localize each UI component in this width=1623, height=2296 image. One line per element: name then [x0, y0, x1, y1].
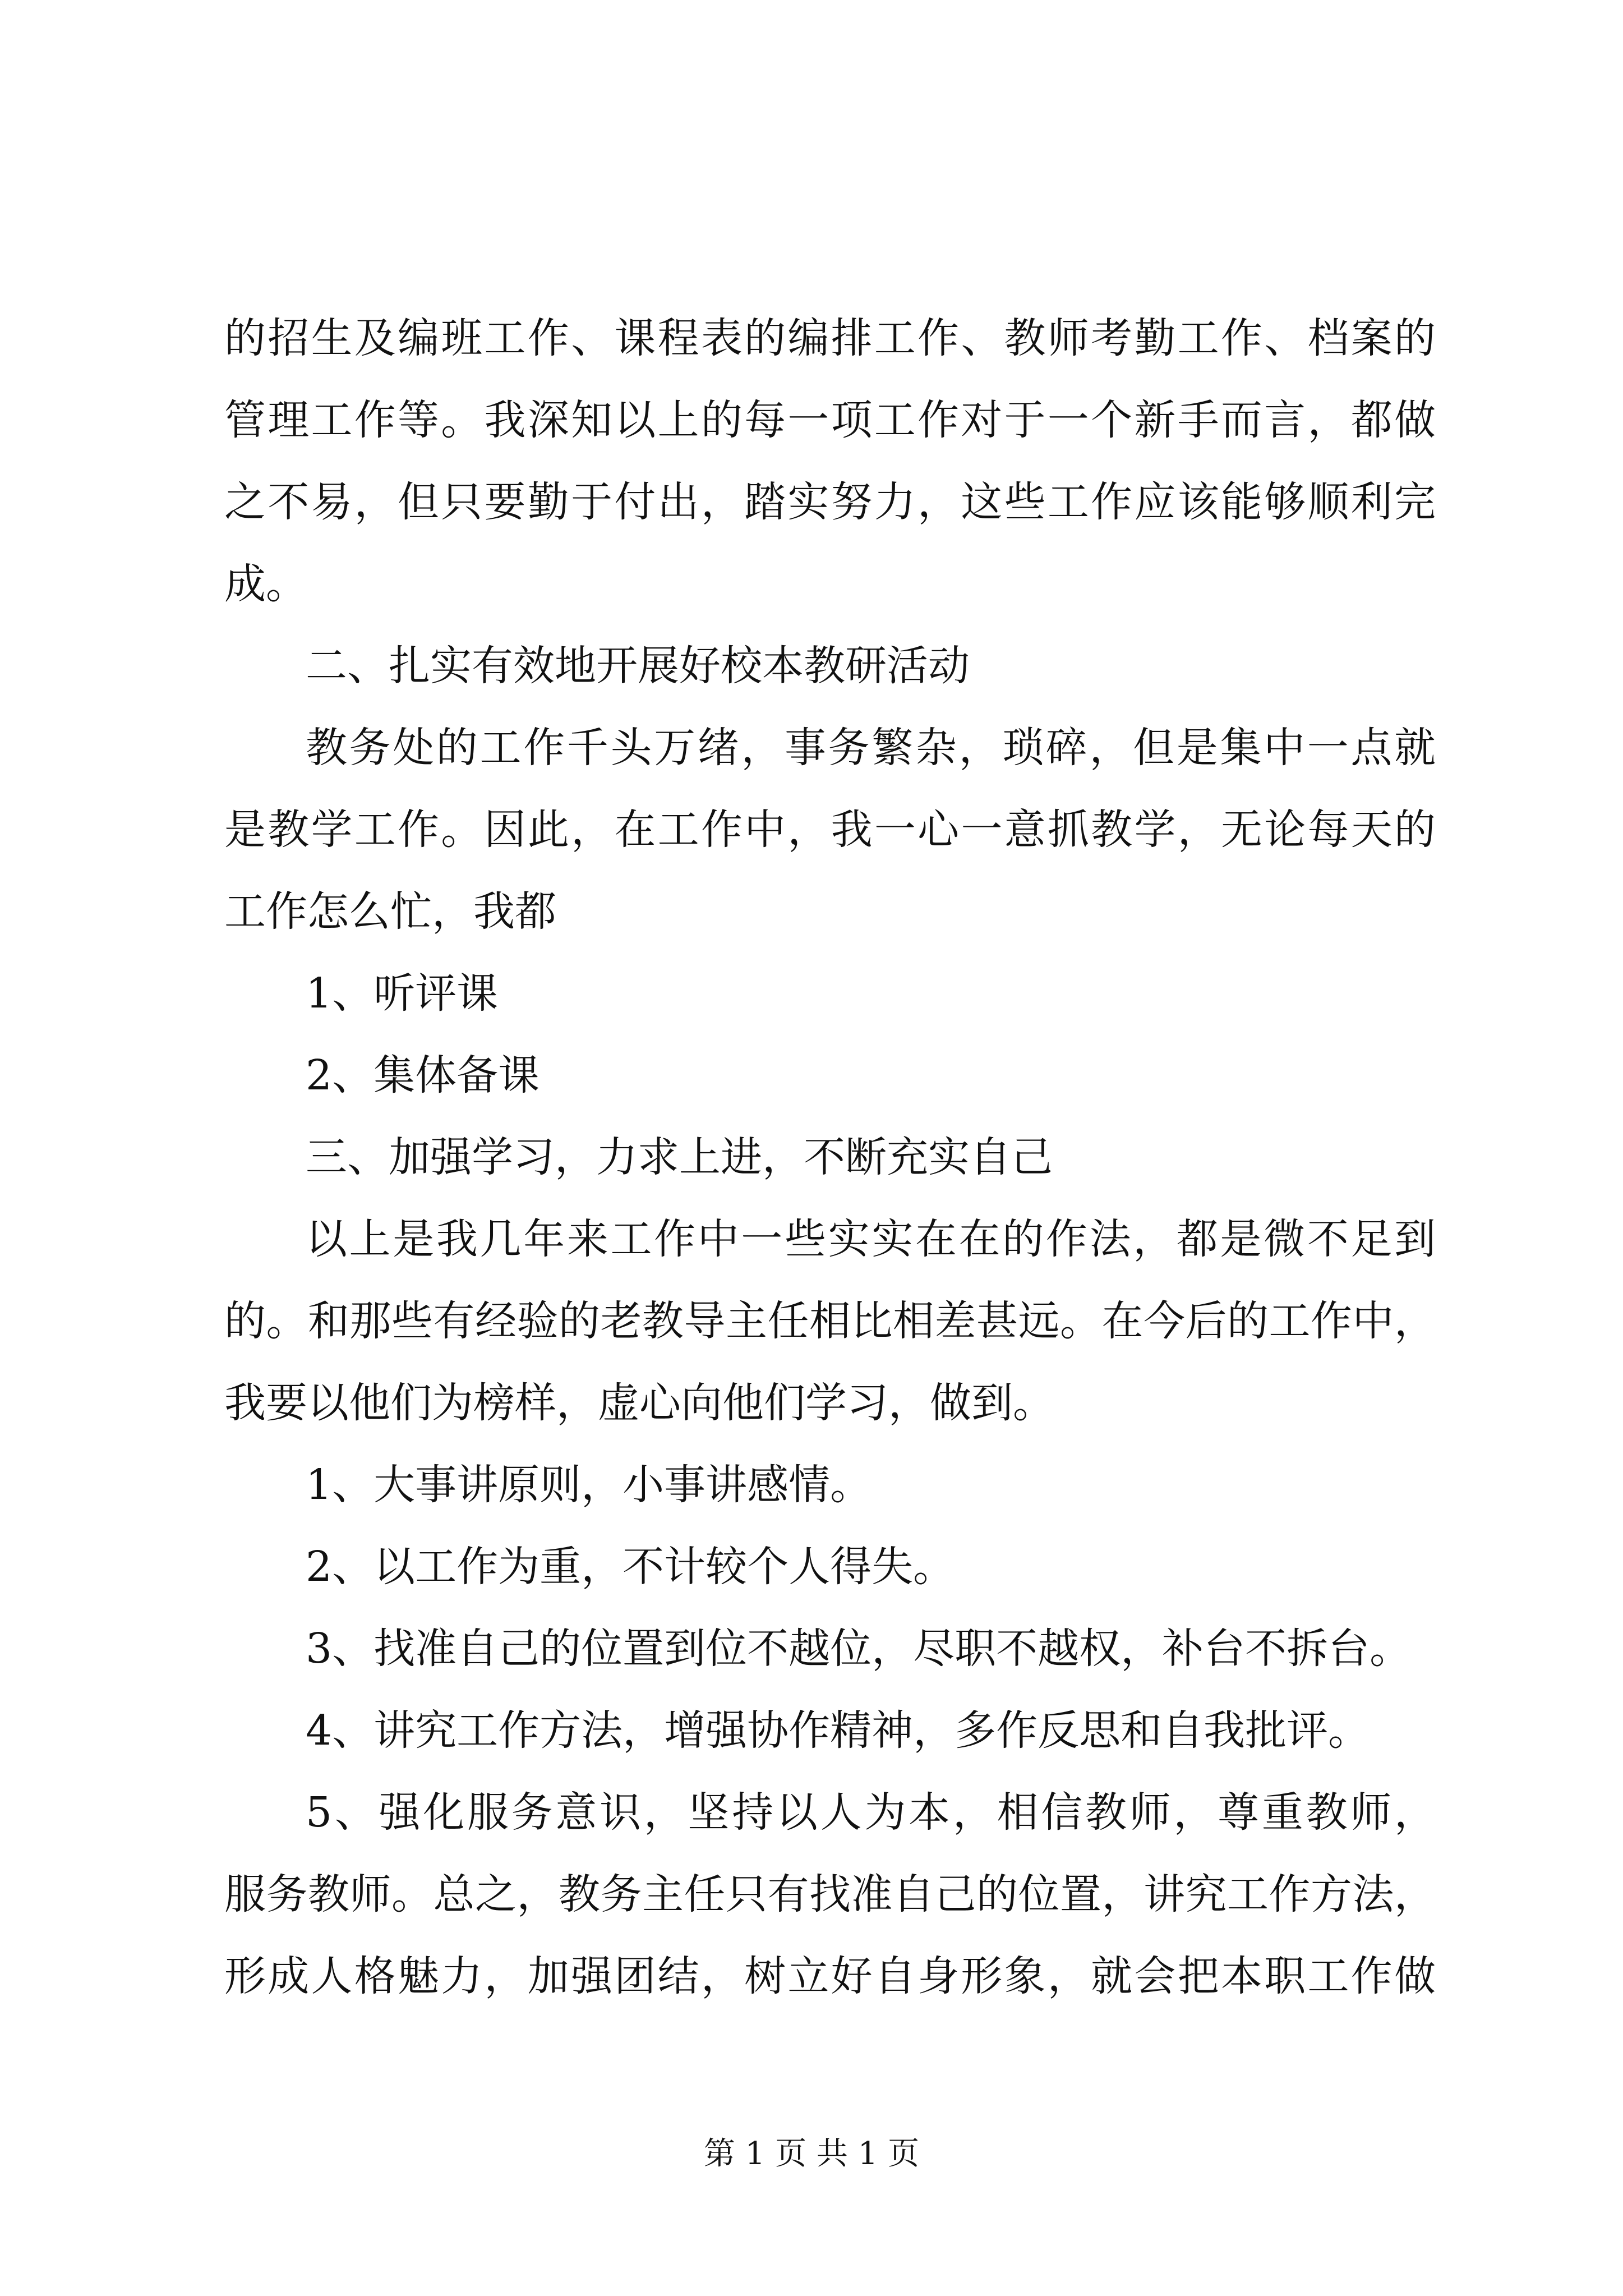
list-item: 1、大事讲原则，小事讲感情。 [306, 1461, 872, 1509]
section-heading: 三、加强学习，力求上进，不断充实自己 [306, 1133, 1053, 1181]
text-line: 之不易，但只要勤于付出，踏实努力，这些工作应该能够顺利完 [224, 478, 1436, 526]
list-item: 2、以工作为重，不计较个人得失。 [306, 1543, 955, 1591]
list-item: 1、听评课 [306, 969, 499, 1018]
text-line: 成。 [224, 560, 307, 608]
text-line: 的。和那些有经验的老教导主任相比相差甚远。在今后的工作中， [224, 1297, 1436, 1345]
text-line: 的招生及编班工作、课程表的编排工作、教师考勤工作、档案的 [224, 314, 1436, 362]
text-line: 形成人格魅力，加强团结，树立好自身形象，就会把本职工作做 [224, 1952, 1436, 2000]
page-number-footer: 第 1 页 共 1 页 [703, 2136, 920, 2172]
text-line: 我要以他们为榜样，虚心向他们学习，做到。 [224, 1379, 1054, 1427]
text-line: 管理工作等。我深知以上的每一项工作对于一个新手而言，都做 [224, 396, 1436, 444]
list-item: 5、强化服务意识，坚持以人为本，相信教师，尊重教师， [306, 1788, 1436, 1837]
text-line: 是教学工作。因此，在工作中，我一心一意抓教学，无论每天的 [224, 806, 1436, 854]
text-line: 工作怎么忙，我都 [224, 887, 556, 936]
list-item: 3、找准自己的位置到位不越位，尽职不越权，补台不拆台。 [306, 1625, 1412, 1673]
document-body [224, 297, 1436, 2017]
list-item: 2、集体备课 [306, 1051, 540, 1099]
text-line: 服务教师。总之，教务主任只有找准自己的位置，讲究工作方法， [224, 1870, 1436, 1918]
text-line: 教务处的工作千头万绪，事务繁杂，琐碎，但是集中一点就 [306, 724, 1436, 772]
section-heading: 二、扎实有效地开展好校本教研活动 [306, 642, 970, 690]
text-line: 以上是我几年来工作中一些实实在在的作法，都是微不足到 [306, 1215, 1436, 1263]
list-item: 4、讲究工作方法，增强协作精神，多作反思和自我批评。 [306, 1706, 1370, 1755]
